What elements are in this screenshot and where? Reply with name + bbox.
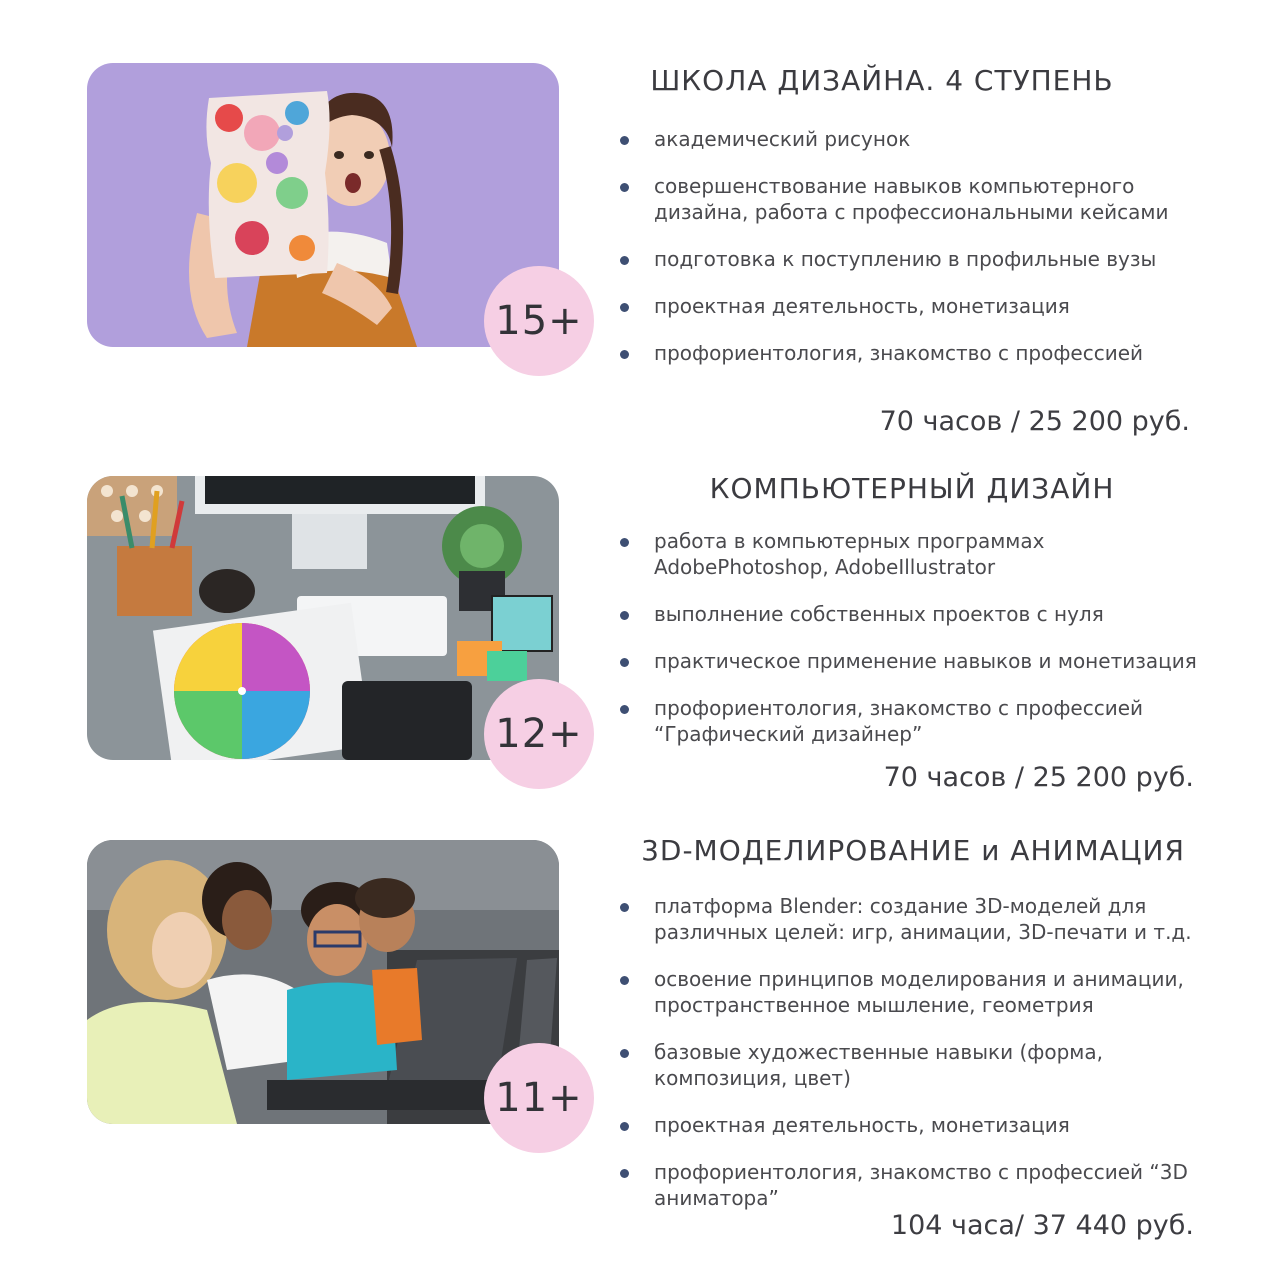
- list-item: проектная деятельность, монетизация: [618, 1112, 1208, 1138]
- list-item: академический рисунок: [618, 126, 1218, 152]
- list-item: профориентология, знакомство с профессией “3D аниматора”: [618, 1159, 1208, 1211]
- course-feature-list: [618, 126, 1218, 366]
- list-item: освоение принципов моделирования и анимации, пространственное мышление, геометрия: [618, 966, 1208, 1018]
- bullet-icon: [620, 136, 629, 145]
- list-item: подготовка к поступлению в профильные вузы: [618, 246, 1218, 272]
- bullet-icon: [620, 350, 629, 359]
- age-badge: 12+: [484, 679, 594, 789]
- course-price: 70 часов / 25 200 руб.: [883, 762, 1194, 793]
- list-item: проектная деятельность, монетизация: [618, 293, 1218, 319]
- course-title: КОМПЬЮТЕРНЫЙ ДИЗАЙН: [709, 472, 1115, 505]
- list-item: выполнение собственных проектов с нуля: [618, 601, 1218, 627]
- bullet-icon: [620, 256, 629, 265]
- bullet-icon: [620, 903, 629, 912]
- course-price: 70 часов / 25 200 руб.: [879, 406, 1190, 437]
- bullet-icon: [620, 1122, 629, 1131]
- list-item: базовые художественные навыки (форма, композиция, цвет): [618, 1039, 1208, 1091]
- age-badge: 11+: [484, 1043, 594, 1153]
- course-feature-list: [618, 528, 1218, 747]
- course-title: 3D-МОДЕЛИРОВАНИЕ и АНИМАЦИЯ: [641, 834, 1185, 867]
- age-badge: 15+: [484, 266, 594, 376]
- bullet-icon: [620, 705, 629, 714]
- bullet-icon: [620, 183, 629, 192]
- list-item: профориентология, знакомство с профессией: [618, 340, 1218, 366]
- list-item: практическое применение навыков и монетизация: [618, 648, 1218, 674]
- course-price: 104 часа/ 37 440 руб.: [890, 1210, 1194, 1241]
- list-item: платформа Blender: создание 3D-моделей для различных целей: игр, анимации, 3D-печати и т.д.: [618, 893, 1208, 945]
- bullet-icon: [620, 611, 629, 620]
- bullet-icon: [620, 538, 629, 547]
- list-item: совершенствование навыков компьютерного дизайна, работа с профессиональными кейсами: [618, 173, 1218, 225]
- bullet-icon: [620, 1049, 629, 1058]
- course-feature-list: [618, 893, 1208, 1211]
- course-title: ШКОЛА ДИЗАЙНА. 4 СТУПЕНЬ: [650, 64, 1114, 97]
- bullet-icon: [620, 1169, 629, 1178]
- bullet-icon: [620, 658, 629, 667]
- list-item: профориентология, знакомство с профессией “Графический дизайнер”: [618, 695, 1218, 747]
- bullet-icon: [620, 976, 629, 985]
- bullet-icon: [620, 303, 629, 312]
- list-item: работа в компьютерных программах AdobePhotoshop, AdobeIllustrator: [618, 528, 1218, 580]
